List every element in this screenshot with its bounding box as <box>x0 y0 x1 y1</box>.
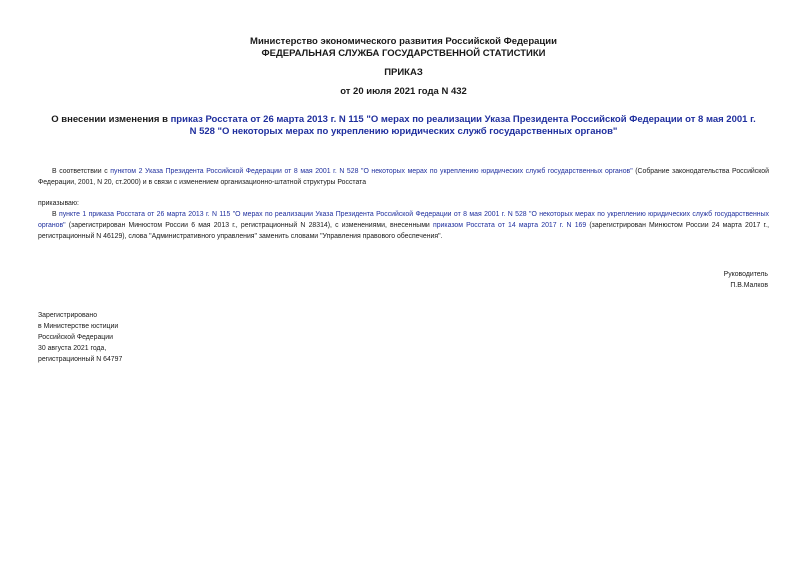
order-paragraph <box>38 209 769 242</box>
order-link-1[interactable]: пункте 1 приказа Росстата от 26 марта 2013 г. N 115 "О мерах по реализации Указа Президента Российской Федерации от 8 мая 2001 г. N 528 "О некоторых мерах по укреплению юридических служб государственных органов" <box>38 211 770 229</box>
registration-line: 30 августа 2021 года, <box>38 345 107 352</box>
document-title <box>48 114 759 138</box>
registration-line: регистрационный N 64797 <box>38 356 123 363</box>
service-name: ФЕДЕРАЛЬНАЯ СЛУЖБА ГОСУДАРСТВЕННОЙ СТАТИСТИКИ <box>261 48 546 59</box>
order-middle: (зарегистрирован Минюстом России 6 мая 2013 г., регистрационный N 28314), с изменениями, внесенными <box>65 222 433 229</box>
preamble-prefix: В соответствии с <box>52 168 111 175</box>
registration-line: в Министерстве юстиции <box>38 323 119 330</box>
decree-link[interactable]: пунктом 2 Указа Президента Российской Федерации от 8 мая 2001 г. N 528 "О некоторых мерах по укреплению юридических служб государственных органов" <box>110 168 633 175</box>
signatory-position: Руководитель <box>723 271 768 278</box>
registration-line: Зарегистрировано <box>38 312 98 319</box>
document-date: от 20 июля 2021 года N 432 <box>340 86 467 97</box>
ministry-name: Министерство экономического развития Российской Федерации <box>250 36 557 47</box>
title-link[interactable]: приказ Росстата от 26 марта 2013 г. N 115 "О мерах по реализации Указа Президента Российской Федерации от 8 мая 2001 г. N 528 "О некоторых мерах по укреплению юридических служб государственных органов" <box>170 114 756 137</box>
orders-label: приказываю: <box>38 200 79 207</box>
signature-block <box>724 269 768 291</box>
title-prefix: О внесении изменения в <box>51 114 171 125</box>
order-link-2[interactable]: приказом Росстата от 14 марта 2017 г. N 169 <box>432 222 587 229</box>
signatory-name: П.В.Малков <box>730 282 768 289</box>
order-prefix: В <box>52 211 59 218</box>
document-header <box>0 36 807 60</box>
registration-block <box>38 310 122 365</box>
registration-line: Российской Федерации <box>38 334 113 341</box>
preamble-paragraph <box>38 166 769 188</box>
preamble-suffix: (Собрание законодательства Российской Федерации, 2001, N 20, ст.2000) и в связи с изменением организационно-штатной структуры Росстата <box>38 168 769 186</box>
order-suffix: (зарегистрирован Минюстом России 24 марта 2017 г., регистрационный N 46129), слова "Административного управления" заменить словами "Управления правового обеспечения". <box>38 222 770 240</box>
document-type: ПРИКАЗ <box>384 67 423 78</box>
